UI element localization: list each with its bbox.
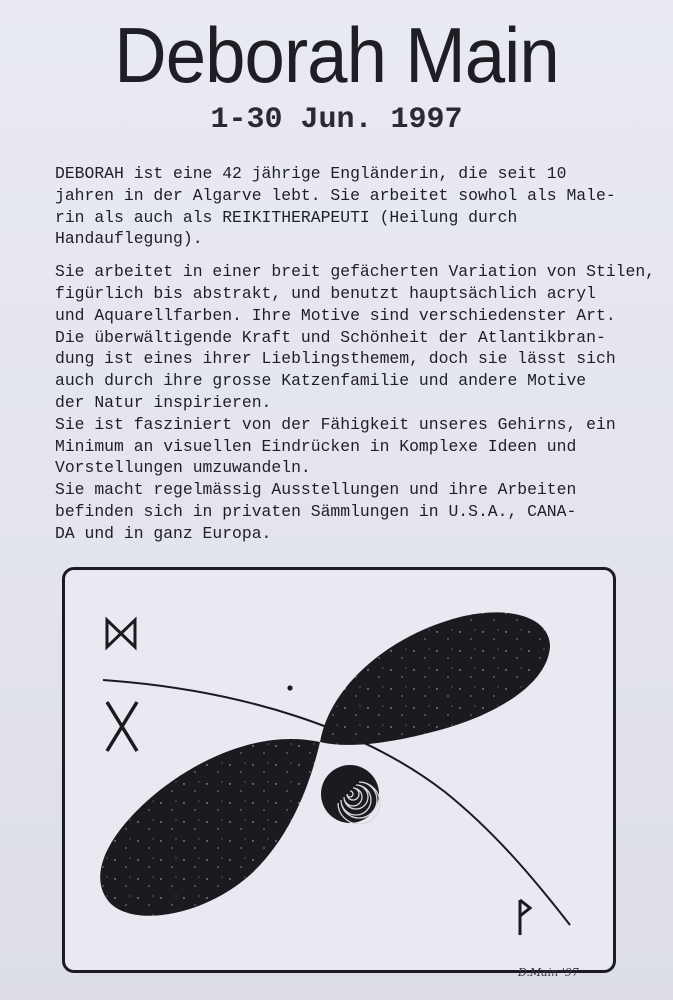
artist-biography <box>55 163 665 545</box>
bio-paragraph-2 <box>55 261 665 544</box>
bio-line: Sie ist fasziniert von der Fähigkeit unseres Gehirns, ein <box>55 414 616 434</box>
bio-line: jahren in der Algarve lebt. Sie arbeitet sowhol als Male- <box>55 185 616 205</box>
exhibition-dates: 1-30 Jun. 1997 <box>210 103 463 137</box>
bio-line: DEBORAH ist eine 42 jährige Engländerin, die seit 10 <box>55 164 567 183</box>
small-star-dot <box>287 685 292 690</box>
gebo-rune-icon <box>107 702 137 751</box>
artist-signature: D.Main '97 <box>518 966 579 979</box>
bio-line: der Natur inspirieren. <box>55 392 272 412</box>
bio-line: figürlich bis abstrakt, und benutzt hauptsächlich acryl <box>55 283 596 303</box>
spiral-icon <box>321 765 380 824</box>
bio-line: auch durch ihre grosse Katzenfamilie und andere Motive <box>55 371 587 391</box>
bio-paragraph-1 <box>55 163 665 250</box>
artwork-illustration <box>65 570 613 970</box>
artwork-frame <box>62 567 616 973</box>
bio-line: Handauflegung). <box>55 229 203 249</box>
bio-line: und Aquarellfarben. Ihre Motive sind verschiedenster Art. <box>55 305 616 325</box>
bio-line: Sie arbeitet in einer breit gefächerten Variation von Stilen, <box>55 262 655 282</box>
bio-line: dung ist eines ihrer Lieblingsthemem, doch sie lässt sich <box>55 349 616 369</box>
bio-line: DA und in ganz Europa. <box>55 523 272 543</box>
bio-line: Minimum an visuellen Eindrücken in Komplexe Ideen und <box>55 436 577 456</box>
bio-line: Die überwältigende Kraft und Schönheit der Atlantikbran- <box>55 327 606 347</box>
bio-line: befinden sich in privaten Sämmlungen in U.S.A., CANA- <box>55 501 577 521</box>
upper-lobe-shape <box>320 612 550 744</box>
wunjo-rune-icon <box>520 900 530 935</box>
bio-line: Sie macht regelmässig Ausstellungen und ihre Arbeiten <box>55 480 577 500</box>
dagaz-rune-icon <box>107 620 135 647</box>
bio-line: Vorstellungen umzuwandeln. <box>55 458 311 478</box>
bio-line: rin als auch als REIKITHERAPEUTI (Heilung durch <box>55 207 518 227</box>
lower-lobe-shape <box>100 739 320 916</box>
artist-name-title: Deborah Main <box>114 11 559 99</box>
